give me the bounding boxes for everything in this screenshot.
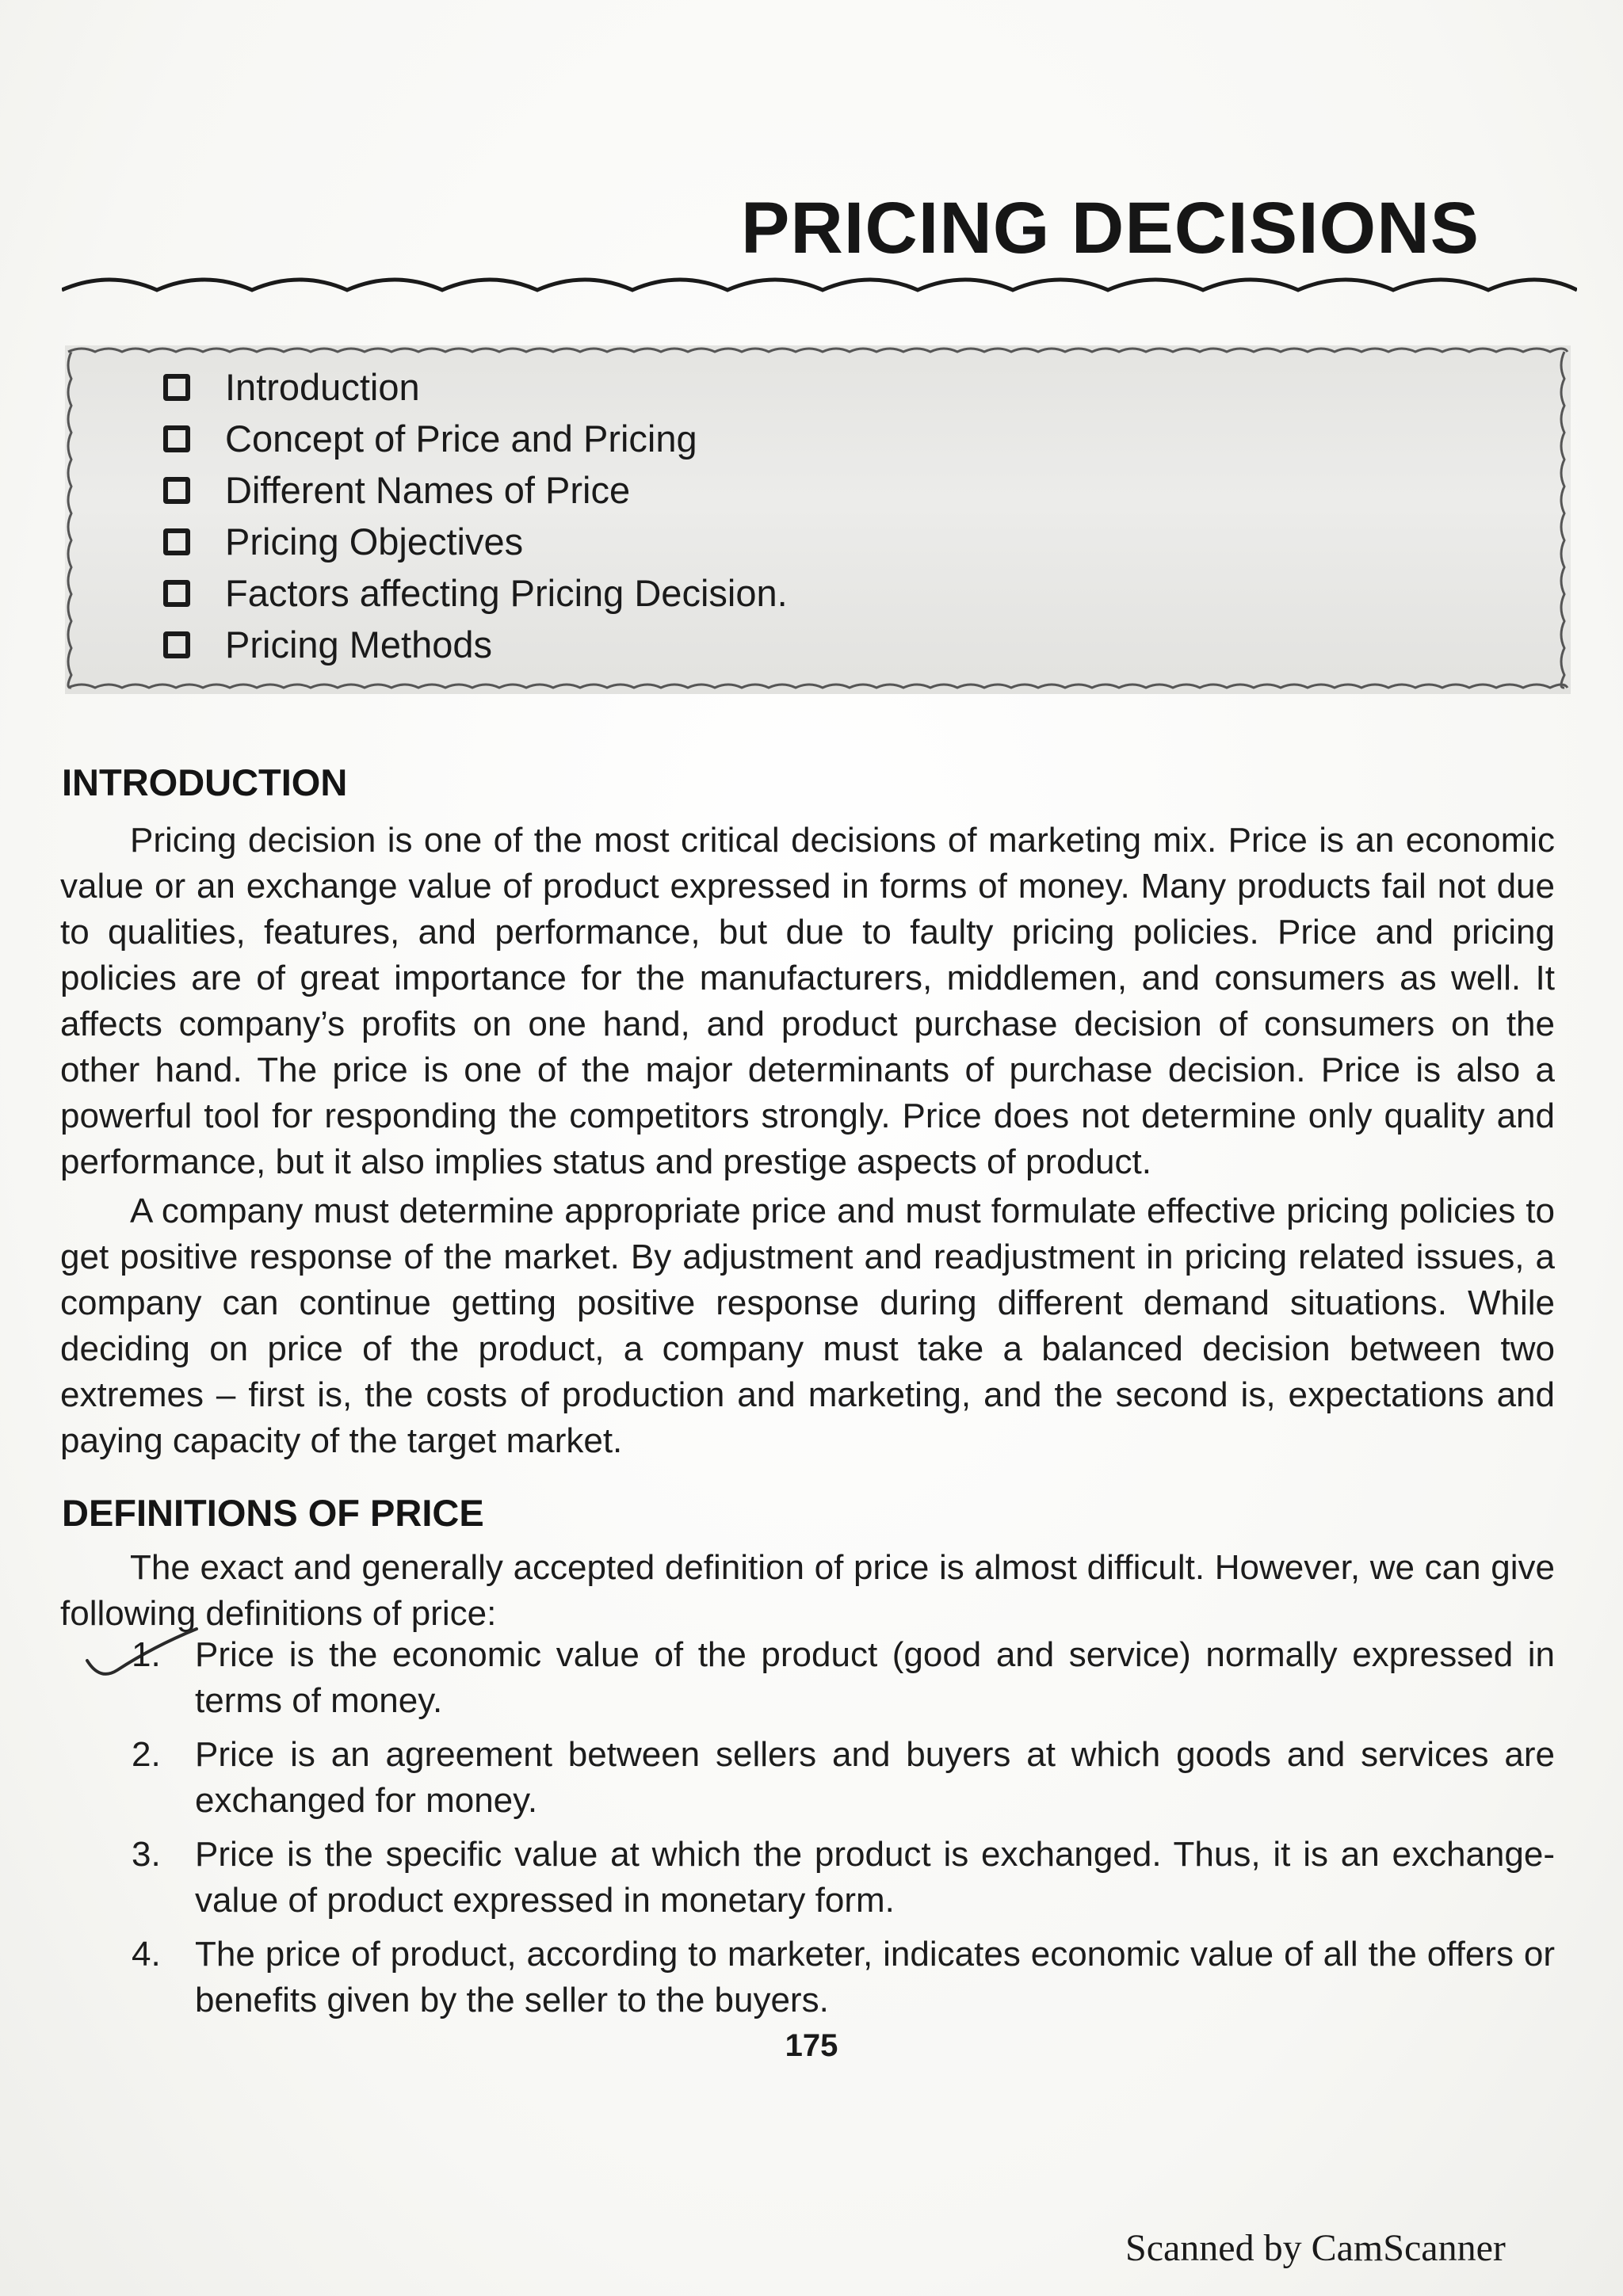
definition-item	[60, 1732, 1555, 1824]
contents-item-label: Pricing Methods	[225, 624, 492, 666]
contents-item	[163, 464, 788, 516]
contents-item	[163, 567, 788, 619]
page-number: 175	[785, 2028, 838, 2063]
square-bullet-icon	[163, 631, 190, 658]
square-bullet-icon	[163, 580, 190, 607]
contents-item-label: Pricing Objectives	[225, 521, 524, 563]
square-bullet-icon	[163, 528, 190, 555]
contents-list	[163, 361, 788, 670]
contents-item-label: Concept of Price and Pricing	[225, 418, 697, 460]
definition-number: 3.	[132, 1835, 161, 1874]
definition-number: 2.	[132, 1735, 161, 1774]
introduction-paragraph-1: Pricing decision is one of the most critical decisions of marketing mix. Price is an economic value or an exchange value of product expressed in forms of money. Many products fail not due to qualities, features, and performance, but due to faulty pricing policies. Price and pricing policies are of great importance for the manufacturers, middlemen, and consumers as well. It affects company’s profits on one hand, and product purchase decision of consumers on the other hand. The price is one of the major determinants of purchase decision. Price is also a powerful tool for responding the competitors strongly. Price does not determine only quality and performance, but it also implies status and prestige aspects of product.	[60, 821, 1555, 1181]
contents-item	[163, 361, 788, 413]
introduction-heading: INTRODUCTION	[62, 761, 348, 803]
contents-item-label: Introduction	[225, 366, 420, 408]
title-wave-divider	[62, 261, 1577, 312]
introduction-paragraph-2: A company must determine appropriate price and must formulate effective pricing policies to get positive response of the market. By adjustment and readjustment in pricing related issues, a company can continue getting positive response during different demand situations. While deciding on price of the product, a company must take a balanced decision between two extremes – first is, the costs of production and marketing, and the second is, expectations and paying capacity of the target market.	[60, 1192, 1555, 1460]
chapter-contents-box	[65, 345, 1571, 694]
definitions-intro: The exact and generally accepted definition of price is almost difficult. However, we can give following definitions of price:	[60, 1548, 1555, 1633]
definition-text: Price is the economic value of the product (good and service) normally expressed in terms of money.	[195, 1635, 1555, 1720]
scanner-watermark: Scanned by CamScanner	[1125, 2227, 1506, 2269]
chapter-title: PRICING DECISIONS	[741, 188, 1480, 269]
contents-item-label: Factors affecting Pricing Decision.	[225, 572, 788, 614]
definition-item	[60, 1632, 1555, 1724]
definition-text: Price is an agreement between sellers and buyers at which goods and services are exchanged for money.	[195, 1735, 1555, 1820]
contents-item-label: Different Names of Price	[225, 469, 631, 511]
definitions-heading: DEFINITIONS OF PRICE	[62, 1492, 484, 1534]
definition-text: Price is the specific value at which the product is exchanged. Thus, it is an exchange-value of product expressed in monetary form.	[195, 1835, 1555, 1920]
definition-item	[60, 1932, 1555, 2023]
contents-item	[163, 619, 788, 670]
contents-item	[163, 516, 788, 567]
square-bullet-icon	[163, 374, 190, 401]
definitions-list	[60, 1632, 1555, 2031]
square-bullet-icon	[163, 425, 190, 452]
definition-item	[60, 1832, 1555, 1924]
definition-text: The price of product, according to marketer, indicates economic value of all the offers or benefits given by the seller to the buyers.	[195, 1935, 1555, 2019]
definition-number: 4.	[132, 1935, 161, 1974]
square-bullet-icon	[163, 477, 190, 504]
contents-item	[163, 413, 788, 464]
definition-number: 1.	[132, 1635, 161, 1674]
